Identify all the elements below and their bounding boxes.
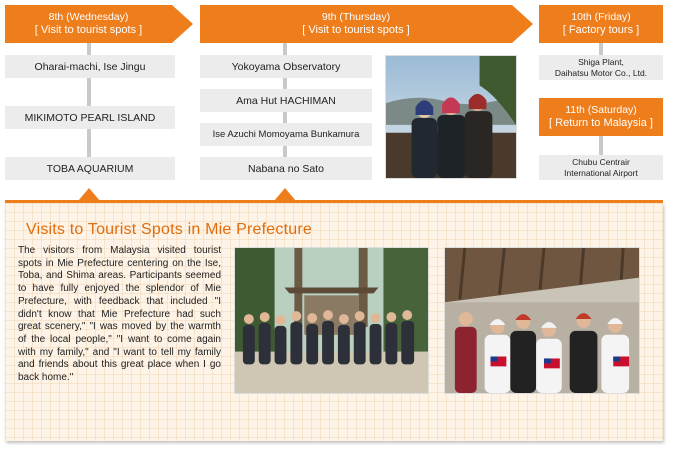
day8-header [5, 5, 172, 43]
day9-stop-1: Yokoyama Observatory [200, 55, 372, 78]
day11-stop-line1: Chubu Centrair [572, 156, 630, 167]
day9-arrow [512, 5, 533, 43]
section-divider [5, 200, 663, 203]
day10-connector [599, 43, 603, 55]
day9-stop-4: Nabana no Sato [200, 157, 372, 180]
day8-date: 8th (Wednesday) [48, 11, 129, 23]
day10-stop-line2: Daihatsu Motor Co., Ltd. [554, 67, 648, 78]
article-body: The visitors from Malaysia visited tourist spots in Mie Prefecture centering on the Ise, Toba, and Shima areas. Participants seemed to have fully enjoyed the splendor of Mie Prefecture, with feedback that included "I didn't know that Mie Prefecture had such great scenery," "I was moved by the warmth of the local people," "I want to come again with my family," and "I want to tell my family and friends about this great place when I go back home." [18, 245, 221, 384]
day9-header [200, 5, 512, 43]
day11-date: 11th (Saturday) [565, 104, 637, 116]
shrine-group-photo [234, 247, 429, 394]
day10-stop [539, 55, 663, 80]
day11-connector [599, 136, 603, 157]
ama-hut-photo [444, 247, 640, 394]
day8-stop-2: MIKIMOTO PEARL ISLAND [5, 106, 175, 129]
day9-date: 9th (Thursday) [321, 11, 391, 23]
day8-stop-1: Oharai-machi, Ise Jingu [5, 55, 175, 78]
day10-date: 10th (Friday) [571, 11, 631, 23]
day9-stop-3: Ise Azuchi Momoyama Bunkamura [200, 123, 372, 146]
day11-stop-line2: International Airport [564, 167, 638, 178]
day10-title: [ Factory tours ] [562, 24, 640, 36]
panel-pointer-left [78, 188, 100, 201]
day10-header [539, 5, 663, 43]
article-heading: Visits to Tourist Spots in Mie Prefecture [26, 221, 312, 238]
day11-title: [ Return to Malaysia ] [549, 117, 653, 129]
day9-title: [ Visit to tourist spots ] [302, 24, 410, 36]
day9-stop-2: Ama Hut HACHIMAN [200, 89, 372, 112]
day8-stop-3: TOBA AQUARIUM [5, 157, 175, 180]
day8-title: [ Visit to tourist spots ] [34, 24, 143, 36]
day10-stop-line1: Shiga Plant, [578, 56, 624, 67]
panel-pointer-right [274, 188, 296, 201]
day11-stop [539, 155, 663, 180]
observatory-group-photo [385, 55, 517, 179]
day8-arrow [172, 5, 193, 43]
day11-header [539, 98, 663, 136]
